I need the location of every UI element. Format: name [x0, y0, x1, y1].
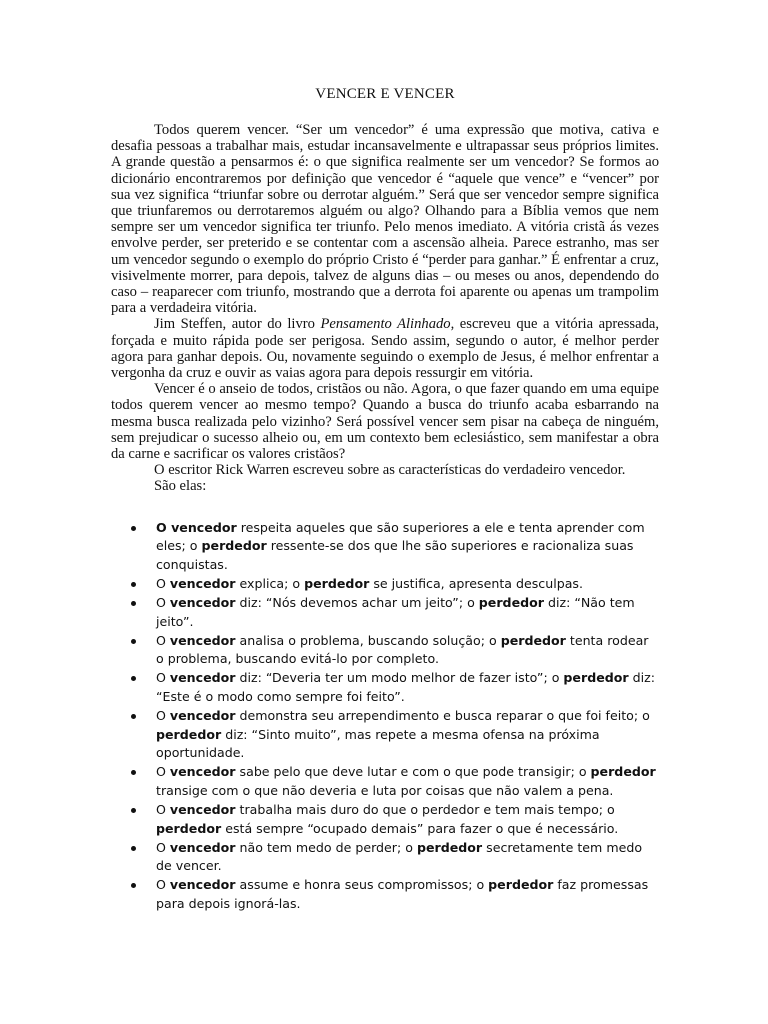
list-item [111, 669, 659, 706]
paragraph-4-line-2: São elas: [154, 478, 207, 495]
item-text: diz: “Nós devemos achar um jeito”; o [235, 595, 479, 611]
bullet-icon [131, 676, 136, 681]
loser-label: perdedor [563, 670, 629, 686]
winner-label: vencedor [169, 764, 236, 780]
list-item [111, 519, 659, 575]
item-text: faz promessas para depois ignorá-las. [156, 877, 649, 912]
list-item [111, 876, 659, 913]
item-prefix: O [156, 632, 170, 648]
loser-label: perdedor [156, 726, 222, 742]
bullet-icon [131, 770, 136, 775]
winner-label: vencedor [169, 595, 236, 611]
list-item [111, 839, 659, 876]
list-item [111, 594, 659, 631]
paragraph-3: Vencer é o anseio de todos, cristãos ou não. Agora, o que fazer quando em uma equipe todos querem vencer ao mesmo tempo? Quando a busca do triunfo acaba esbarrando na mesma busca realizada pelo vizinho? Será possível vencer sem pisar na cabeça de ninguém, sem prejudicar o sucesso alheio ou, em um contexto bem eclesiástico, sem manifestar a obra da carne e sacrificar os valores cristãos? [111, 381, 659, 463]
item-text: secretamente tem medo de vencer. [156, 839, 643, 874]
paragraph-2-text-start: Jim Steffen, autor do livro [154, 316, 321, 333]
bullet-icon [131, 846, 136, 851]
item-text: sabe pelo que deve lutar e com o que pode transigir; o [235, 764, 591, 780]
item-text: está sempre “ocupado demais” para fazer o que é necessário. [221, 820, 619, 836]
item-text: diz: “Não tem jeito”. [156, 595, 635, 629]
paragraph-4 [111, 462, 659, 478]
item-prefix: O [156, 595, 170, 611]
item-prefix: O [156, 764, 170, 780]
list-item [111, 801, 659, 838]
bullet-icon [131, 601, 136, 606]
item-prefix: O [156, 575, 170, 591]
winner-label: O vencedor [156, 519, 237, 535]
document-body [111, 86, 659, 914]
item-text: diz: “Deveria ter um modo melhor de fazer isto”; o [235, 670, 564, 686]
item-text: transige com o que não deveria e luta por coisas que não valem a pena. [156, 782, 614, 798]
bullet-icon [131, 526, 136, 531]
loser-label: perdedor [500, 632, 566, 648]
winner-label: vencedor [169, 670, 236, 686]
item-prefix: O [156, 877, 170, 893]
loser-label: perdedor [590, 764, 656, 780]
item-prefix: O [156, 670, 170, 686]
book-title: Pensamento Alinhado [320, 316, 451, 333]
winner-label: vencedor [169, 708, 236, 724]
item-text: diz: “Sinto muito”, mas repete a mesma ofensa na próxima oportunidade. [156, 726, 600, 761]
loser-label: perdedor [478, 595, 544, 611]
item-text: respeita aqueles que são superiores a ele e tenta aprender com eles; o [156, 519, 645, 554]
bullet-icon [131, 639, 136, 644]
item-text: tenta rodear o problema, buscando evitá-lo por completo. [156, 632, 649, 667]
list-item [111, 763, 659, 800]
loser-label: perdedor [416, 839, 483, 855]
paragraph-1: Todos querem vencer. “Ser um vencedor” é uma expressão que motiva, cativa e desafia pessoas a trabalhar mais, estudar incansavelmente e ultrapassar seus próprios limites. A grande questão a pensarmos é: o que significa realmente ser um vencedor? Se formos ao dicionário encontraremos por definição que vencedor é “aquele que vence” e “vencer” por sua vez significa “triunfar sobre ou derrotar alguém.” Será que ser vencedor sempre significa que triunfaremos ou derrotaremos alguém ou algo? Olhando para a Bíblia vemos que nem sempre ser um vencedor significa ter triunfo. Pelo menos imediato. A vitória cristã ás vezes envolve perder, ser preterido e se contentar com a ascensão alheia. Parece estranho, mas ser um vencedor segundo o exemplo do próprio Cristo é “perder para ganhar.” É enfrentar a cruz, visivelmente morrer, para depois, talvez de alguns dias – ou meses ou anos, dependendo do caso – reaparecer com triunfo, mostrando que a derrota foi aparente ou apenas um trampolim para a verdadeira vitória. [111, 122, 659, 317]
paragraph-2-text-end: , escreveu que a vitória apressada, forçada e muito rápida pode ser perigosa. Sendo assim, segundo o autor, é melhor perder agora para ganhar depois. Ou, novamente seguindo o exemplo de Jesus, é melhor enfrentar a vergonha da cruz e ouvir as vaias agora para depois ressurgir em vitória. [111, 316, 660, 382]
item-text: assume e honra seus compromissos; o [235, 877, 489, 893]
loser-label: perdedor [304, 575, 370, 591]
bullet-icon [131, 808, 136, 813]
winner-label: vencedor [169, 575, 236, 591]
bullet-icon [131, 714, 136, 719]
loser-label: perdedor [201, 538, 267, 554]
winner-label: vencedor [169, 632, 236, 648]
item-text: diz: “Este é o modo como sempre foi feito”. [156, 670, 655, 705]
paragraph-4-line-1: O escritor Rick Warren escreveu sobre as características do verdadeiro vencedor. [154, 462, 626, 479]
winner-label: vencedor [169, 839, 236, 855]
characteristics-list [111, 519, 659, 914]
winner-label: vencedor [169, 877, 236, 893]
item-prefix: O [156, 839, 170, 855]
item-text: analisa o problema, buscando solução; o [235, 632, 501, 648]
item-text: ressente-se dos que lhe são superiores e racionaliza suas conquistas. [156, 538, 634, 572]
list-item [111, 632, 659, 669]
item-prefix: O [156, 802, 170, 818]
list-item [111, 707, 659, 763]
item-text: não tem medo de perder; o [235, 839, 417, 855]
list-item [111, 575, 659, 594]
document-title: VENCER E VENCER [315, 86, 455, 102]
loser-label: perdedor [156, 820, 222, 836]
winner-label: vencedor [169, 802, 236, 818]
item-prefix: O [156, 708, 170, 724]
item-text: se justifica, apresenta desculpas. [369, 575, 583, 591]
bullet-icon [131, 582, 136, 587]
item-text: demonstra seu arrependimento e busca reparar o que foi feito; o [235, 708, 650, 724]
bullet-icon [131, 883, 136, 888]
loser-label: perdedor [488, 877, 554, 893]
paragraph-2 [111, 316, 659, 381]
item-text: explica; o [235, 575, 305, 591]
item-text: trabalha mais duro do que o perdedor e tem mais tempo; o [235, 802, 615, 818]
